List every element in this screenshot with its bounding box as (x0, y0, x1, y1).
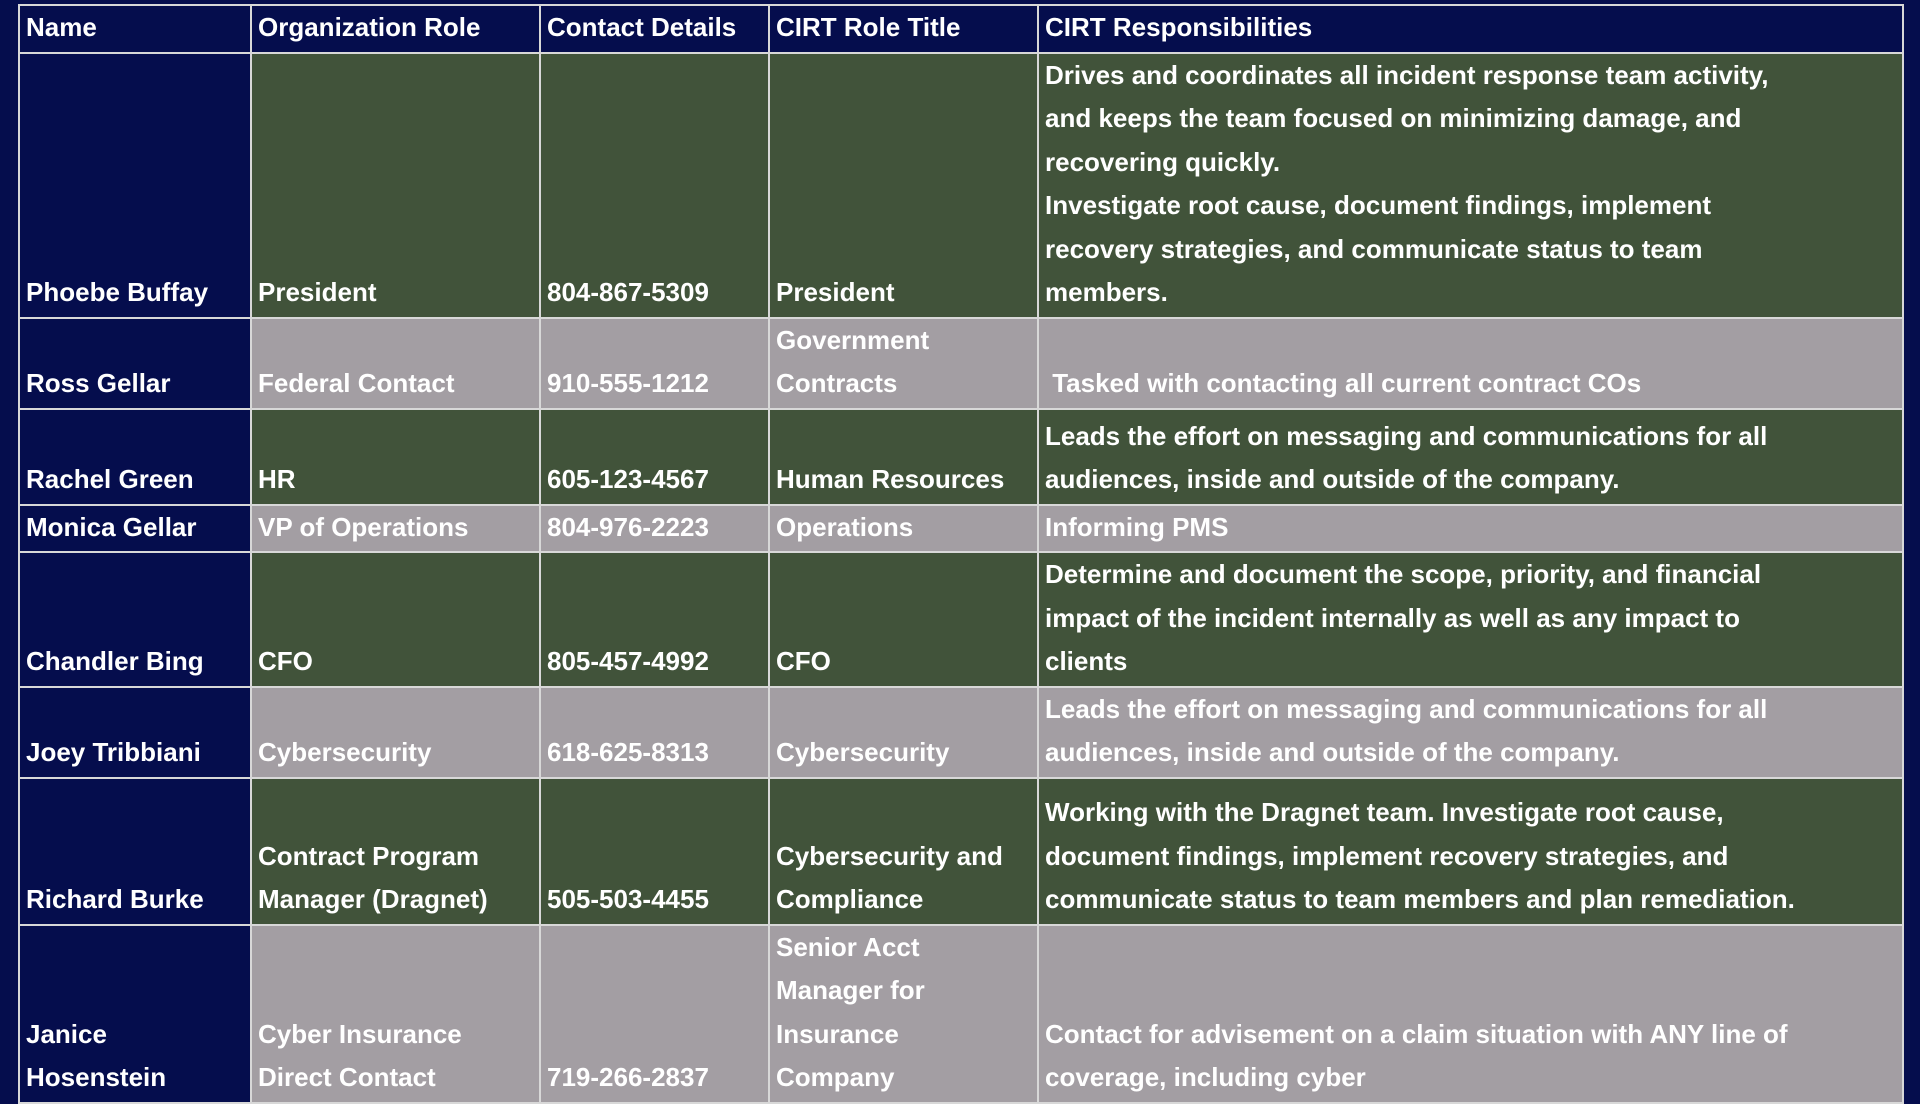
cirt-responsibilities-cell[interactable]: Working with the Dragnet team. Investigate root cause, document findings, implement recovery strategies, and communicate status to team members and plan remediation. (1038, 778, 1903, 925)
contact-details-cell[interactable]: 910-555-1212 (540, 318, 769, 409)
cirt-role-title-cell[interactable]: Cybersecurity and Compliance (769, 778, 1038, 925)
cirt-responsibilities-cell[interactable]: Determine and document the scope, priority, and financial impact of the incident internally as well as any impact to clients (1038, 552, 1903, 687)
name-cell[interactable]: Chandler Bing (19, 552, 251, 687)
cirt-responsibilities-cell[interactable]: Tasked with contacting all current contract COs (1038, 318, 1903, 409)
name-cell[interactable]: Ross Gellar (19, 318, 251, 409)
header-cirt-role-title[interactable]: CIRT Role Title (769, 5, 1038, 53)
cirt-role-title-cell[interactable]: Cybersecurity (769, 687, 1038, 778)
organization-role-cell[interactable]: HR (251, 409, 540, 505)
organization-role-cell[interactable]: Cyber Insurance Direct Contact (251, 925, 540, 1103)
organization-role-cell[interactable]: Federal Contact (251, 318, 540, 409)
cirt-responsibilities-cell[interactable]: Contact for advisement on a claim situation with ANY line of coverage, including cyber (1038, 925, 1903, 1103)
cirt-responsibilities-cell[interactable]: Leads the effort on messaging and communications for all audiences, inside and outside of the company. (1038, 409, 1903, 505)
organization-role-cell[interactable]: VP of Operations (251, 505, 540, 553)
cirt-responsibilities-cell[interactable]: Drives and coordinates all incident response team activity, and keeps the team focused on minimizing damage, and recovering quickly. Investigate root cause, document findings, implement recovery strategies, and communicate status to team members. (1038, 53, 1903, 318)
contact-details-cell[interactable]: 618-625-8313 (540, 687, 769, 778)
cirt-role-title-cell[interactable]: Operations (769, 505, 1038, 553)
cirt-responsibilities-cell[interactable]: Leads the effort on messaging and communications for all audiences, inside and outside of the company. (1038, 687, 1903, 778)
table-row (19, 53, 1903, 318)
name-cell[interactable]: Richard Burke (19, 778, 251, 925)
cirt-role-title-cell[interactable]: President (769, 53, 1038, 318)
table-row (19, 409, 1903, 505)
header-name[interactable]: Name (19, 5, 251, 53)
organization-role-cell[interactable]: Cybersecurity (251, 687, 540, 778)
name-cell[interactable]: Joey Tribbiani (19, 687, 251, 778)
contact-details-cell[interactable]: 805-457-4992 (540, 552, 769, 687)
table-row (19, 318, 1903, 409)
contact-details-cell[interactable]: 804-867-5309 (540, 53, 769, 318)
cirt-role-title-cell[interactable]: CFO (769, 552, 1038, 687)
cirt-role-title-cell[interactable]: Government Contracts (769, 318, 1038, 409)
header-cirt-responsibilities[interactable]: CIRT Responsibilities (1038, 5, 1903, 53)
table-row (19, 778, 1903, 925)
cirt-role-title-cell[interactable]: Human Resources (769, 409, 1038, 505)
table-row (19, 552, 1903, 687)
table-row (19, 505, 1903, 553)
name-cell[interactable]: Monica Gellar (19, 505, 251, 553)
contact-details-cell[interactable]: 505-503-4455 (540, 778, 769, 925)
cirt-role-title-cell[interactable]: Senior Acct Manager for Insurance Company (769, 925, 1038, 1103)
organization-role-cell[interactable]: CFO (251, 552, 540, 687)
header-organization-role[interactable]: Organization Role (251, 5, 540, 53)
table-row (19, 687, 1903, 778)
name-cell[interactable]: Janice Hosenstein (19, 925, 251, 1103)
cirt-contact-table (18, 4, 1904, 1104)
header-row (19, 5, 1903, 53)
organization-role-cell[interactable]: Contract Program Manager (Dragnet) (251, 778, 540, 925)
contact-details-cell[interactable]: 605-123-4567 (540, 409, 769, 505)
header-contact-details[interactable]: Contact Details (540, 5, 769, 53)
cirt-responsibilities-cell[interactable]: Informing PMS (1038, 505, 1903, 553)
name-cell[interactable]: Rachel Green (19, 409, 251, 505)
table-row (19, 925, 1903, 1103)
contact-details-cell[interactable]: 804-976-2223 (540, 505, 769, 553)
name-cell[interactable]: Phoebe Buffay (19, 53, 251, 318)
organization-role-cell[interactable]: President (251, 53, 540, 318)
contact-details-cell[interactable]: 719-266-2837 (540, 925, 769, 1103)
